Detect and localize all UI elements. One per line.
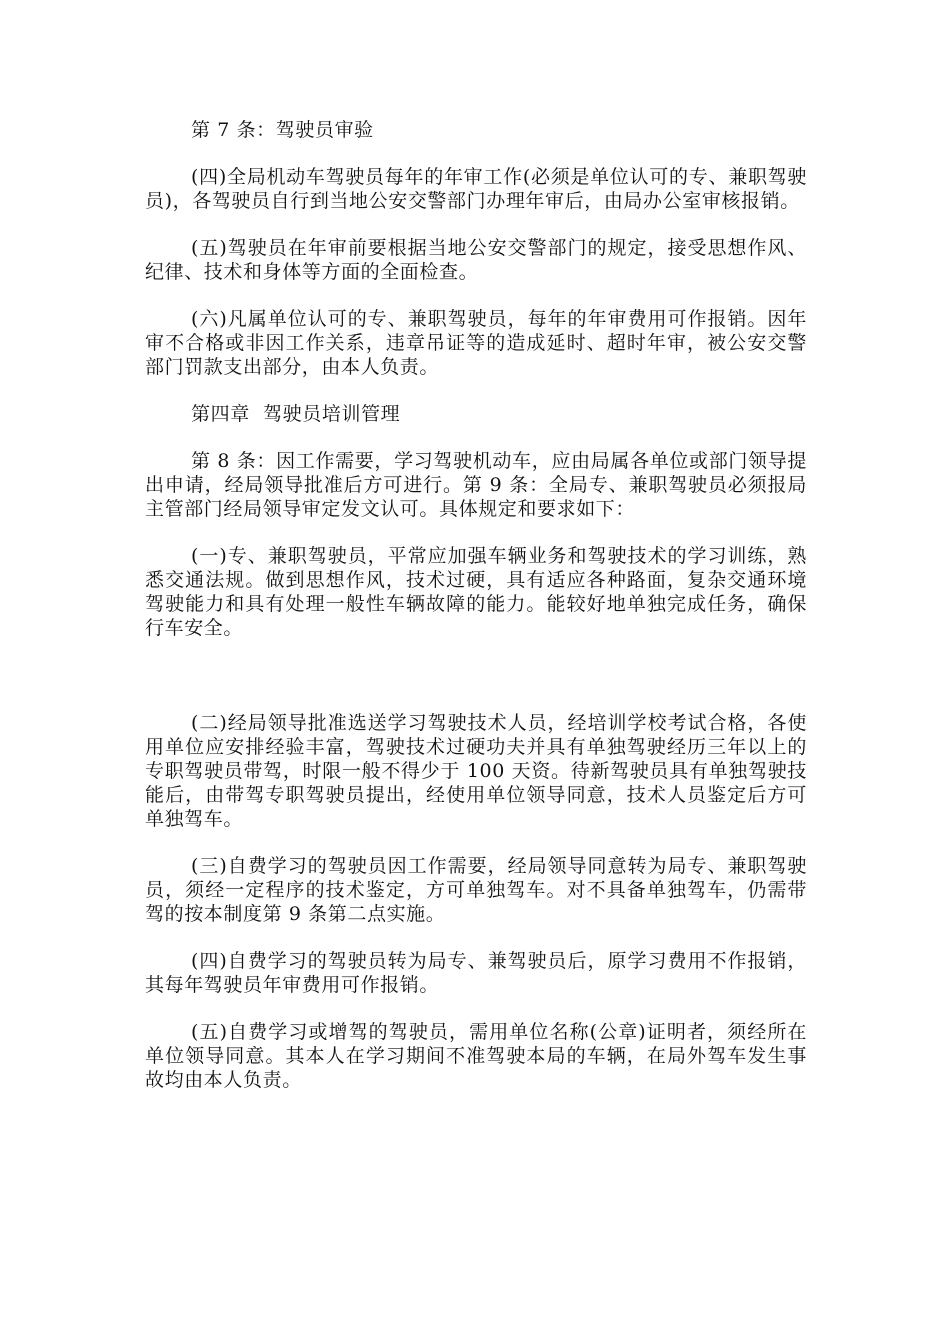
article-7-item-5: (五)驾驶员在年审前要根据当地公安交警部门的规定，接受思想作风、纪律、技术和身体等方面的全面检查。 (145, 237, 807, 283)
article-9-item-5: (五)自费学习或增驾的驾驶员，需用单位名称(公章)证明者，须经所在单位领导同意。其本人在学习期间不准驾驶本局的车辆，在局外驾车发生事故均由本人负责。 (145, 1021, 807, 1091)
article-9-item-1: (一)专、兼职驾驶员，平常应加强车辆业务和驾驶技术的学习训练，熟悉交通法规。做到思想作风，技术过硬，具有适应各种路面，复杂交通环境驾驶能力和具有处理一般性车辆故障的能力。能较好地单独完成任务，确保行车安全。 (145, 545, 807, 639)
document-page (145, 118, 807, 1092)
article-9-item-3: (三)自费学习的驾驶员因工作需要，经局领导同意转为局专、兼职驾驶员，须经一定程序的技术鉴定，方可单独驾车。对不具备单独驾车，仍需带驾的按本制度第 9 条第二点实施。 (145, 855, 807, 925)
article-9-item-4: (四)自费学习的驾驶员转为局专、兼驾驶员后，原学习费用不作报销，其每年驾驶员年审费用可作报销。 (145, 950, 807, 996)
article-7-heading: 第 7 条：驾驶员审验 (191, 119, 374, 141)
article-7-item-4: (四)全局机动车驾驶员每年的年审工作(必须是单位认可的专、兼职驾驶员)，各驾驶员自行到当地公安交警部门办理年审后，由局办公室审核报销。 (145, 166, 807, 212)
chapter-4-heading: 第四章 驾驶员培训管理 (191, 403, 401, 425)
article-9-item-2: (二)经局领导批准选送学习驾驶技术人员，经培训学校考试合格，各使用单位应安排经验丰富，驾驶技术过硬功夫并具有单独驾驶经历三年以上的专职驾驶员带驾，时限一般不得少于 100 天资。待新驾驶员具有单独驾驶技能后，由带驾专职驾驶员提出，经使用单位领导同意，技术人员鉴定后方可单独驾车。 (145, 712, 807, 830)
article-7-item-6: (六)凡属单位认可的专、兼职驾驶员，每年的年审费用可作报销。因年审不合格或非因工作关系，违章吊证等的造成延时、超时年审，被公安交警部门罚款支出部分，由本人负责。 (145, 308, 807, 378)
article-8-9-text: 第 8 条：因工作需要，学习驾驶机动车，应由局属各单位或部门领导提出申请，经局领导批准后方可进行。第 9 条：全局专、兼职驾驶员必须报局主管部门经局领导审定发文认可。具体规定和要求如下： (145, 450, 807, 520)
